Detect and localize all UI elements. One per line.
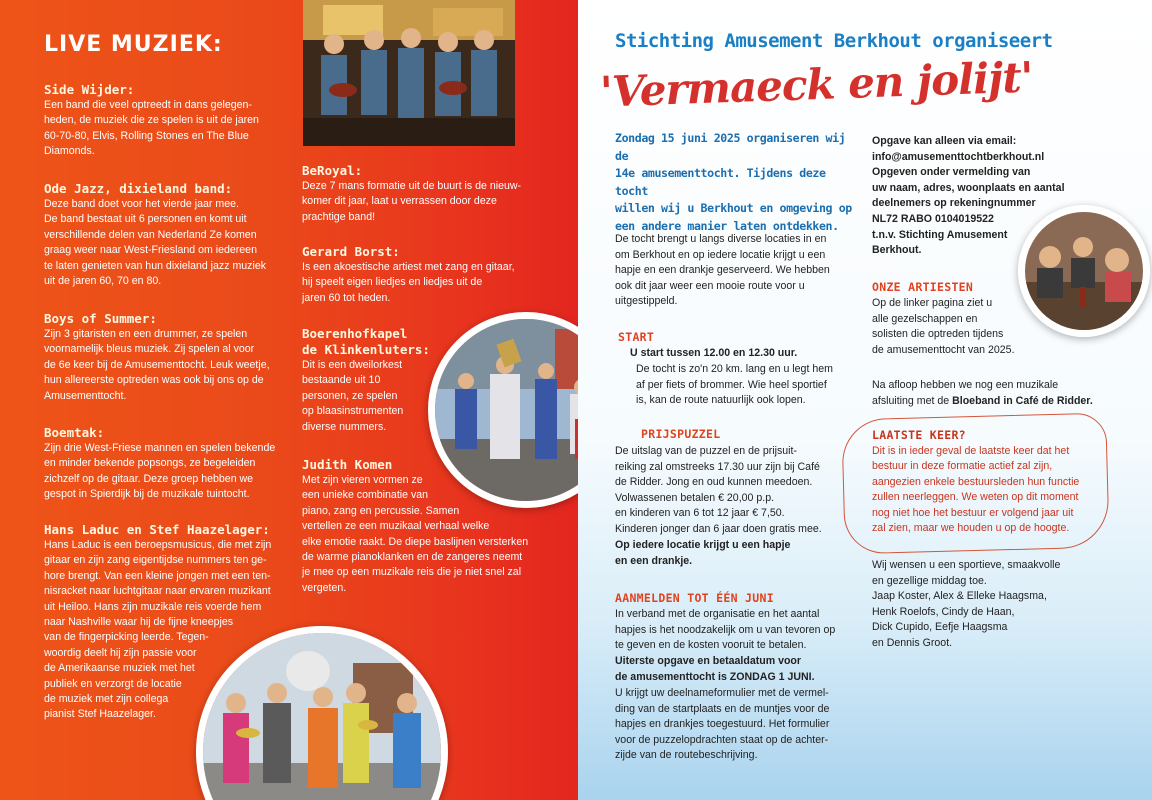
artiesten-text: Op de linker pagina ziet u alle gezelschappen en solisten die optreden tijdens de amusementtocht van 2025.: [872, 297, 1015, 356]
start-time: U start tussen 12.00 en 12.30 uur.: [630, 347, 798, 359]
brass-band-image: [203, 633, 441, 800]
band-beroyal: [302, 163, 552, 225]
aanmelden-deadline: Uiterste opgave en betaaldatum voor de amusementtocht is ZONDAG 1 JUNI.: [615, 655, 815, 683]
band-description: Hans Laduc is een beroepsmusicus, die met zijn gitaar en zijn zang eigentijdse nummers ten ge- hore brengt. Van een kleine jongen met een ten- nisracket naar luchtgitaar naar ervaren muzikant uit Heiloo. Hans zijn muzikale reis voerde hem naar Nashville waar hij de fijne kneepjes van de fingerpicking leerde. Tegen- woordig deelt hij zijn passie voor de Amerikaanse muziek met het publiek en verzorgt de locatie de muziek met zijn collega pianist Stef Haazelager.: [44, 539, 272, 721]
band-photo-beroyal: [303, 0, 515, 146]
organizer-title: Stichting Amusement Berkhout organiseert: [615, 30, 1053, 52]
start-heading: START: [618, 330, 655, 344]
band-description: Een band die veel optreedt in dans gelegen- heden, de muziek die ze spelen is uit de jaren 60-70-80, Elvis, Rolling Stones en The Blue Diamonds.: [44, 99, 259, 158]
band-name: Boerenhofkapel de Klinkenluters:: [302, 326, 430, 357]
prijspuzzel-text: De uitslag van de puzzel en de prijsuit- reiking zal omstreeks 17.30 uur zijn bij Café de Ridder. Jong en oud kunnen meedoen. Volwassenen betalen € 20,00 p.p. en kinderen van 6 tot 12 jaar € 7,50. Kinderen jonger dan 6 jaar doen gratis mee.: [615, 445, 822, 535]
route-text: De tocht brengt u langs diverse locaties in en om Berkhout en op iedere locatie krijgt u een hapje en een drankje geserveerd. We hebben ook dit jaar weer een mooie route voor u uitgestippeld.: [615, 233, 830, 308]
band-name: Judith Komen: [302, 457, 393, 472]
band-description: Deze band doet voor het vierde jaar mee. De band bestaat uit 6 personen en komt uit verschillende delen van Nederland Ze komen graag weer naar West-Friesland om iedereen te laten genieten van hun dixieland jazz muziek uit de jaren 60, 70 en 80.: [44, 198, 267, 288]
band-name: Side Wijder:: [44, 82, 135, 97]
band-name: Boemtak:: [44, 425, 105, 440]
live-muziek-heading: LIVE MUZIEK:: [44, 32, 223, 57]
band-description: Is een akoestische artiest met zang en gitaar, hij speelt eigen liedjes en liedjes uit de jaren 60 tot heden.: [302, 261, 515, 304]
band-name: Gerard Borst:: [302, 244, 400, 259]
band-name: Hans Laduc en Stef Haazelager:: [44, 522, 270, 537]
band-boys-of-summer: [44, 311, 294, 404]
band-name: Boys of Summer:: [44, 311, 157, 326]
aanmelden-text: In verband met de organisatie en het aantal hapjes is het noodzakelijk om u van tevoren op te geven en de kosten vooruit te betalen.: [615, 608, 836, 652]
prijspuzzel-bold: Op iedere locatie krijgt u een hapje en een drankje.: [615, 539, 791, 567]
afloop-bloeband: Bloeband in Café de Ridder.: [952, 394, 1093, 407]
band-description: Zijn drie West-Friese mannen en spelen bekende en minder bekende popsongs, ze begeleiden zichzelf op de gitaar. Deze groep hebben we gespot in Spierdijk bij de muzikale tuintocht.: [44, 442, 276, 501]
band-ode-jazz: [44, 181, 294, 289]
aanmelden-text-2: U krijgt uw deelnameformulier met de vermel- ding van de startplaats en de muntjes voor de hapjes en drankjes toegestuurd. Het formulier voor de puzzelopdrachten staat op de achter- zijde van de routebeschrijving.: [615, 687, 830, 762]
band-boemtak: [44, 425, 294, 503]
band-description: Zijn 3 gitaristen en een drummer, ze spelen voornamelijk bleus muziek. Zij spelen al voor de 6e keer bij de Amusementtocht. Leuk weetje, hun allereerste optreden was ook bij ons op de Amusementtocht.: [44, 328, 270, 402]
event-script-title: 'Vermaeck en jolijt': [599, 52, 1034, 117]
band-on-stage-image: [303, 0, 515, 146]
closing-wish-text: Wij wensen u een sportieve, smaakvolle en gezellige middag toe. Jaap Koster, Alex & Elleke Haagsma, Henk Roelofs, Cindy de Haan, Dick Cupido, Eefje Haagsma en Dennis Groot.: [872, 559, 1061, 649]
band-name: Ode Jazz, dixieland band:: [44, 181, 233, 196]
street-band-image: [435, 319, 578, 501]
intro-text: Zondag 15 juni 2025 organiseren wij de 14e amusementtocht. Tijdens deze tocht willen wij u Berkhout en omgeving op een andere manier laten ontdekken.: [615, 131, 852, 233]
opgave-text: Opgave kan alleen via email: info@amusementtochtberkhout.nl Opgeven onder vermelding van uw naam, adres, woonplaats en aantal deelnemers op rekeningnummer NL72 RABO 0104019522 t.n.v. Stichting Amusement Berkhout.: [872, 135, 1065, 257]
right-page-info: [578, 0, 1152, 800]
start-text: De tocht is zo'n 20 km. lang en u legt hem af per fiets of brommer. Wie heel sportief is, kan de route natuurlijk ook lopen.: [636, 363, 833, 407]
band-gerard-borst: [302, 244, 552, 306]
artiesten-heading: ONZE ARTIESTEN: [872, 280, 974, 294]
band-side-wijder: [44, 82, 294, 160]
band-description: Dit is een dweilorkest bestaande uit 10 personen, ze spelen op blaasinstrumenten diverse nummers.: [302, 359, 404, 433]
prijspuzzel-heading: PRIJSPUZZEL: [641, 427, 721, 441]
laatste-keer-heading: LAATSTE KEER?: [872, 428, 966, 442]
laatste-keer-text: Dit is in ieder geval de laatste keer dat het bestuur in deze formatie actief zal zijn, aangezien enkele bestuursleden hun functie zullen neerleggen. We weten op dit moment nog niet hoe het bestuur er volgend jaar uit zal zien, maar we houden u op de hoogte.: [872, 445, 1080, 535]
band-description: Deze 7 mans formatie uit de buurt is de nieuw- komer dit jaar, laat u verrassen door deze prachtige band!: [302, 180, 522, 223]
aanmelden-heading: AANMELDEN TOT ÉÉN JUNI: [615, 591, 774, 605]
afloop-text: Na afloop hebben we nog een muzikale afsluiting met de: [872, 379, 1059, 407]
band-name: BeRoyal:: [302, 163, 363, 178]
band-description: Met zijn vieren vormen ze een unieke combinatie van piano, zang en percussie. Samen vertellen ze een muzikaal verhaal welke elke emotie raakt. De diepe baslijnen versterken de warme pianoklanken en de zangeres neemt je mee op een muzikale reis die je niet snel zal vergeten.: [302, 474, 529, 594]
